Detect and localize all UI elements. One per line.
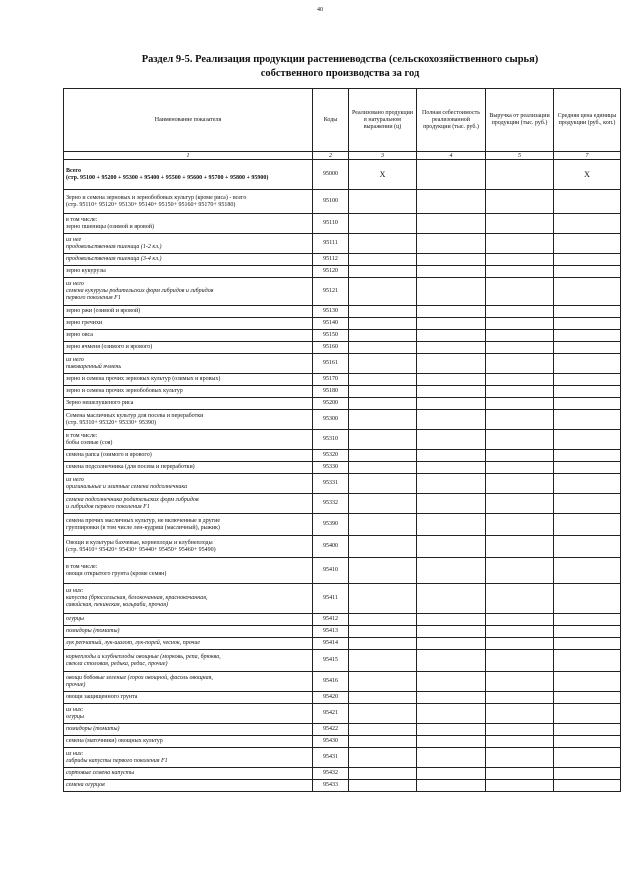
revenue-cell[interactable]	[486, 462, 554, 474]
indicator-name: в том числе: овощи открытого грунта (кроме семян)	[64, 558, 313, 584]
average-price-cell[interactable]	[554, 462, 621, 474]
indicator-name: Зерно и семена зерновых и зернобобовых культур (кроме риса) - всего (стр. 95110+ 95120+ 95130+ 95140+ 95150+ 95160+ 95170+ 95180)	[64, 190, 313, 214]
sold-quantity-cell[interactable]: X	[349, 160, 417, 190]
sold-quantity-cell[interactable]	[349, 330, 417, 342]
sold-quantity-cell[interactable]	[349, 354, 417, 374]
column-number: 1	[64, 152, 313, 160]
indicator-name: Семена масличных культур для посева и переработки (стр. 95310+ 95320+ 95330+ 95390)	[64, 410, 313, 430]
average-price-cell[interactable]	[554, 638, 621, 650]
sold-quantity-cell[interactable]	[349, 724, 417, 736]
average-price-cell[interactable]	[554, 768, 621, 780]
average-price-cell[interactable]	[554, 704, 621, 724]
table-row	[64, 430, 621, 450]
sold-quantity-cell[interactable]	[349, 614, 417, 626]
full-cost-cell[interactable]	[417, 374, 486, 386]
revenue-cell[interactable]	[486, 160, 554, 190]
row-code: 95130	[313, 306, 349, 318]
indicator-name: из них: капуста (брюссельская, белокочанная, краснокочанная, савойская, пекинская, кольраби, прочая)	[64, 584, 313, 614]
sold-quantity-cell[interactable]	[349, 474, 417, 494]
table-row	[64, 160, 621, 190]
revenue-cell[interactable]	[486, 342, 554, 354]
indicator-name: помидоры (томаты)	[64, 724, 313, 736]
revenue-cell[interactable]	[486, 494, 554, 514]
full-cost-cell[interactable]	[417, 536, 486, 558]
average-price-cell[interactable]	[554, 306, 621, 318]
table-row	[64, 330, 621, 342]
row-code: 95161	[313, 354, 349, 374]
row-code: 95170	[313, 374, 349, 386]
revenue-cell[interactable]	[486, 354, 554, 374]
row-code: 95420	[313, 692, 349, 704]
indicator-name: овощи бобовые зеленые (горох овощной, фасоль овощная, прочие)	[64, 672, 313, 692]
average-price-cell[interactable]	[554, 626, 621, 638]
full-cost-cell[interactable]	[417, 214, 486, 234]
average-price-cell[interactable]	[554, 342, 621, 354]
header-full-cost: Полная себестоимость реализованной продукции (тыс. руб.)	[417, 89, 486, 152]
sold-quantity-cell[interactable]	[349, 386, 417, 398]
sold-quantity-cell[interactable]	[349, 704, 417, 724]
full-cost-cell[interactable]	[417, 430, 486, 450]
header-sold-quantity: Реализовано продукции в натуральном выражении (ц)	[349, 89, 417, 152]
table-row	[64, 748, 621, 768]
table-row	[64, 514, 621, 536]
sold-quantity-cell[interactable]	[349, 342, 417, 354]
indicator-name: зерно ячменя (озимого и ярового)	[64, 342, 313, 354]
column-number: 7	[554, 152, 621, 160]
sold-quantity-cell[interactable]	[349, 626, 417, 638]
full-cost-cell[interactable]	[417, 626, 486, 638]
full-cost-cell[interactable]	[417, 330, 486, 342]
average-price-cell[interactable]	[554, 650, 621, 672]
average-price-cell[interactable]	[554, 736, 621, 748]
sold-quantity-cell[interactable]	[349, 514, 417, 536]
full-cost-cell[interactable]	[417, 160, 486, 190]
revenue-cell[interactable]	[486, 584, 554, 614]
revenue-cell[interactable]	[486, 266, 554, 278]
full-cost-cell[interactable]	[417, 704, 486, 724]
indicator-name: семена прочих масличных культур, не включенные в другие группировки (в том числе лен-кудряш (масличный), рыжик)	[64, 514, 313, 536]
header-codes: Коды	[313, 89, 349, 152]
indicator-name: из него семена кукурузы родительских форм гибридов и гибридов первого поколения F1	[64, 278, 313, 306]
revenue-cell[interactable]	[486, 214, 554, 234]
average-price-cell[interactable]	[554, 450, 621, 462]
column-number: 5	[486, 152, 554, 160]
average-price-cell[interactable]	[554, 558, 621, 584]
average-price-cell[interactable]	[554, 536, 621, 558]
indicator-name: в том числе: бобы соевые (соя)	[64, 430, 313, 450]
full-cost-cell[interactable]	[417, 386, 486, 398]
revenue-cell[interactable]	[486, 450, 554, 462]
table-row	[64, 768, 621, 780]
average-price-cell[interactable]	[554, 266, 621, 278]
indicator-name: из него оригинальные и элитные семена подсолнечника	[64, 474, 313, 494]
sold-quantity-cell[interactable]	[349, 462, 417, 474]
revenue-cell[interactable]	[486, 306, 554, 318]
revenue-cell[interactable]	[486, 330, 554, 342]
indicator-name: из него пивоваренный ячмень	[64, 354, 313, 374]
sold-quantity-cell[interactable]	[349, 736, 417, 748]
row-code: 95100	[313, 190, 349, 214]
full-cost-cell[interactable]	[417, 410, 486, 430]
sold-quantity-cell[interactable]	[349, 278, 417, 306]
table-row	[64, 536, 621, 558]
row-code: 95415	[313, 650, 349, 672]
row-code: 95332	[313, 494, 349, 514]
row-code: 95400	[313, 536, 349, 558]
column-number: 2	[313, 152, 349, 160]
revenue-cell[interactable]	[486, 780, 554, 792]
row-code: 95330	[313, 462, 349, 474]
average-price-cell[interactable]	[554, 514, 621, 536]
row-code: 95112	[313, 254, 349, 266]
full-cost-cell[interactable]	[417, 514, 486, 536]
indicator-name: семена огурцов	[64, 780, 313, 792]
table-row	[64, 234, 621, 254]
full-cost-cell[interactable]	[417, 768, 486, 780]
sold-quantity-cell[interactable]	[349, 584, 417, 614]
column-number: 3	[349, 152, 417, 160]
indicator-name: зерно кукурузы	[64, 266, 313, 278]
indicator-name: из них: огурцы	[64, 704, 313, 724]
indicator-name: в том числе: зерно пшеницы (озимой и яровой)	[64, 214, 313, 234]
row-code: 95140	[313, 318, 349, 330]
column-number-row	[64, 152, 621, 160]
header-indicator-name: Наименование показателя	[64, 89, 313, 152]
average-price-cell[interactable]	[554, 330, 621, 342]
sold-quantity-cell[interactable]	[349, 638, 417, 650]
revenue-cell[interactable]	[486, 190, 554, 214]
row-code: 95413	[313, 626, 349, 638]
average-price-cell[interactable]	[554, 234, 621, 254]
row-code: 95433	[313, 780, 349, 792]
sold-quantity-cell[interactable]	[349, 494, 417, 514]
table-row	[64, 672, 621, 692]
table-row	[64, 584, 621, 614]
row-code: 95110	[313, 214, 349, 234]
sold-quantity-cell[interactable]	[349, 672, 417, 692]
average-price-cell[interactable]	[554, 374, 621, 386]
full-cost-cell[interactable]	[417, 462, 486, 474]
section-title	[60, 53, 620, 81]
average-price-cell[interactable]	[554, 410, 621, 430]
full-cost-cell[interactable]	[417, 306, 486, 318]
indicator-name: зерно и семена прочих зерновых культур (озимых и яровых)	[64, 374, 313, 386]
table-row	[64, 650, 621, 672]
row-code: 95180	[313, 386, 349, 398]
average-price-cell[interactable]	[554, 780, 621, 792]
row-code: 95432	[313, 768, 349, 780]
revenue-cell[interactable]	[486, 474, 554, 494]
average-price-cell[interactable]	[554, 430, 621, 450]
revenue-cell[interactable]	[486, 410, 554, 430]
table-row	[64, 450, 621, 462]
table-row	[64, 704, 621, 724]
revenue-cell[interactable]	[486, 672, 554, 692]
revenue-cell[interactable]	[486, 514, 554, 536]
average-price-cell[interactable]	[554, 474, 621, 494]
average-price-cell[interactable]	[554, 494, 621, 514]
full-cost-cell[interactable]	[417, 278, 486, 306]
row-code: 95431	[313, 748, 349, 768]
average-price-cell[interactable]	[554, 398, 621, 410]
table-row	[64, 214, 621, 234]
table-row	[64, 736, 621, 748]
sold-quantity-cell[interactable]	[349, 430, 417, 450]
sold-quantity-cell[interactable]	[349, 410, 417, 430]
row-code: 95300	[313, 410, 349, 430]
revenue-cell[interactable]	[486, 318, 554, 330]
table-row	[64, 614, 621, 626]
full-cost-cell[interactable]	[417, 266, 486, 278]
revenue-cell[interactable]	[486, 374, 554, 386]
row-code: 95410	[313, 558, 349, 584]
header-row	[64, 89, 621, 152]
table-row	[64, 318, 621, 330]
table-row	[64, 410, 621, 430]
full-cost-cell[interactable]	[417, 254, 486, 266]
indicator-name: семена подсолнечника (для посева и переработки)	[64, 462, 313, 474]
sold-quantity-cell[interactable]	[349, 536, 417, 558]
indicator-name: Овощи и культуры бахчевые, корнеплоды и клубнеплоды (стр. 95410+ 95420+ 95430+ 95440+ 95450+ 95460+ 95490)	[64, 536, 313, 558]
indicator-name: Всего (стр. 95100 + 95200 + 95300 + 95400 + 95500 + 95600 + 95700 + 95800 + 95900)	[64, 160, 313, 190]
table-row	[64, 342, 621, 354]
indicator-name: зерно и семена прочих зернобобовых культур	[64, 386, 313, 398]
full-cost-cell[interactable]	[417, 638, 486, 650]
sold-quantity-cell[interactable]	[349, 780, 417, 792]
row-code: 95320	[313, 450, 349, 462]
full-cost-cell[interactable]	[417, 748, 486, 768]
indicator-name: овощи защищенного грунта	[64, 692, 313, 704]
row-code: 95150	[313, 330, 349, 342]
indicator-name: продовольственная пшеница (3-4 кл.)	[64, 254, 313, 266]
table-row	[64, 474, 621, 494]
row-code: 95310	[313, 430, 349, 450]
full-cost-cell[interactable]	[417, 342, 486, 354]
revenue-cell[interactable]	[486, 536, 554, 558]
sold-quantity-cell[interactable]	[349, 748, 417, 768]
sold-quantity-cell[interactable]	[349, 450, 417, 462]
indicator-name: корнеплоды и клубнеплоды овощные (морковь, репа, брюква, свекла столовая, редька, редис, прочие)	[64, 650, 313, 672]
average-price-cell[interactable]	[554, 724, 621, 736]
sold-quantity-cell[interactable]	[349, 558, 417, 584]
average-price-cell[interactable]	[554, 748, 621, 768]
row-code: 95390	[313, 514, 349, 536]
table-row	[64, 374, 621, 386]
full-cost-cell[interactable]	[417, 234, 486, 254]
table-body	[64, 160, 621, 792]
revenue-cell[interactable]	[486, 386, 554, 398]
sales-table	[63, 88, 621, 792]
sold-quantity-cell[interactable]	[349, 374, 417, 386]
row-code: 95416	[313, 672, 349, 692]
full-cost-cell[interactable]	[417, 672, 486, 692]
column-number: 4	[417, 152, 486, 160]
table-row	[64, 626, 621, 638]
full-cost-cell[interactable]	[417, 190, 486, 214]
row-code: 95411	[313, 584, 349, 614]
average-price-cell[interactable]	[554, 318, 621, 330]
row-code: 95331	[313, 474, 349, 494]
full-cost-cell[interactable]	[417, 318, 486, 330]
revenue-cell[interactable]	[486, 614, 554, 626]
indicator-name: зерно ржи (озимой и яровой)	[64, 306, 313, 318]
table-row	[64, 254, 621, 266]
table-row	[64, 278, 621, 306]
full-cost-cell[interactable]	[417, 736, 486, 748]
full-cost-cell[interactable]	[417, 780, 486, 792]
full-cost-cell[interactable]	[417, 558, 486, 584]
revenue-cell[interactable]	[486, 692, 554, 704]
indicator-name: помидоры (томаты)	[64, 626, 313, 638]
row-code: 95412	[313, 614, 349, 626]
revenue-cell[interactable]	[486, 638, 554, 650]
revenue-cell[interactable]	[486, 704, 554, 724]
revenue-cell[interactable]	[486, 650, 554, 672]
table-row	[64, 780, 621, 792]
sold-quantity-cell[interactable]	[349, 214, 417, 234]
indicator-name: Зерно нешелушеного риса	[64, 398, 313, 410]
sold-quantity-cell[interactable]	[349, 266, 417, 278]
average-price-cell[interactable]	[554, 386, 621, 398]
full-cost-cell[interactable]	[417, 614, 486, 626]
full-cost-cell[interactable]	[417, 692, 486, 704]
full-cost-cell[interactable]	[417, 584, 486, 614]
average-price-cell[interactable]	[554, 190, 621, 214]
revenue-cell[interactable]	[486, 278, 554, 306]
revenue-cell[interactable]	[486, 558, 554, 584]
average-price-cell[interactable]	[554, 354, 621, 374]
full-cost-cell[interactable]	[417, 494, 486, 514]
indicator-name: семена рапса (озимого и ярового)	[64, 450, 313, 462]
row-code: 95430	[313, 736, 349, 748]
full-cost-cell[interactable]	[417, 354, 486, 374]
row-code: 95111	[313, 234, 349, 254]
row-code: 95422	[313, 724, 349, 736]
section-title-line-2: собственного производства за год	[260, 68, 420, 79]
average-price-cell[interactable]	[554, 672, 621, 692]
table-row	[64, 354, 621, 374]
full-cost-cell[interactable]	[417, 398, 486, 410]
revenue-cell[interactable]	[486, 626, 554, 638]
table-row	[64, 266, 621, 278]
revenue-cell[interactable]	[486, 234, 554, 254]
revenue-cell[interactable]	[486, 430, 554, 450]
average-price-cell[interactable]	[554, 214, 621, 234]
row-code: 95120	[313, 266, 349, 278]
full-cost-cell[interactable]	[417, 724, 486, 736]
sold-quantity-cell[interactable]	[349, 234, 417, 254]
section-title-line-1: Раздел 9-5. Реализация продукции растениеводства (сельскохозяйственного сырья)	[141, 54, 539, 65]
revenue-cell[interactable]	[486, 768, 554, 780]
revenue-cell[interactable]	[486, 748, 554, 768]
revenue-cell[interactable]	[486, 736, 554, 748]
header-average-price: Средняя цена единицы продукции (руб., коп.)	[554, 89, 621, 152]
table-row	[64, 306, 621, 318]
sold-quantity-cell[interactable]	[349, 398, 417, 410]
indicator-name: из нее продовольственная пшеница (1-2 кл.)	[64, 234, 313, 254]
average-price-cell[interactable]	[554, 614, 621, 626]
sold-quantity-cell[interactable]	[349, 650, 417, 672]
table-row	[64, 398, 621, 410]
average-price-cell[interactable]	[554, 278, 621, 306]
indicator-name: огурцы	[64, 614, 313, 626]
sold-quantity-cell[interactable]	[349, 768, 417, 780]
sold-quantity-cell[interactable]	[349, 254, 417, 266]
table-row	[64, 692, 621, 704]
indicator-name: сортовые семена капусты	[64, 768, 313, 780]
table-row	[64, 190, 621, 214]
row-code: 95200	[313, 398, 349, 410]
header-revenue: Выручка от реализации продукции (тыс. руб.)	[486, 89, 554, 152]
average-price-cell[interactable]: X	[554, 160, 621, 190]
revenue-cell[interactable]	[486, 254, 554, 266]
sold-quantity-cell[interactable]	[349, 190, 417, 214]
full-cost-cell[interactable]	[417, 650, 486, 672]
full-cost-cell[interactable]	[417, 450, 486, 462]
page-number: 40	[317, 7, 323, 13]
sold-quantity-cell[interactable]	[349, 692, 417, 704]
table-row	[64, 638, 621, 650]
table-row	[64, 494, 621, 514]
indicator-name: лук репчатый, лук-шалот, лук-порей, чеснок, прочие	[64, 638, 313, 650]
average-price-cell[interactable]	[554, 692, 621, 704]
row-code: 95421	[313, 704, 349, 724]
indicator-name: из них: гибриды капусты первого поколения F1	[64, 748, 313, 768]
average-price-cell[interactable]	[554, 254, 621, 266]
row-code: 95000	[313, 160, 349, 190]
table-row	[64, 558, 621, 584]
revenue-cell[interactable]	[486, 724, 554, 736]
revenue-cell[interactable]	[486, 398, 554, 410]
table-row	[64, 386, 621, 398]
indicator-name: зерно гречихи	[64, 318, 313, 330]
full-cost-cell[interactable]	[417, 474, 486, 494]
row-code: 95160	[313, 342, 349, 354]
average-price-cell[interactable]	[554, 584, 621, 614]
sold-quantity-cell[interactable]	[349, 318, 417, 330]
row-code: 95414	[313, 638, 349, 650]
indicator-name: зерно овса	[64, 330, 313, 342]
indicator-name: семена подсолнечника родительских форм гибридов и гибридов первого поколения F1	[64, 494, 313, 514]
row-code: 95121	[313, 278, 349, 306]
table-row	[64, 724, 621, 736]
sold-quantity-cell[interactable]	[349, 306, 417, 318]
indicator-name: семена (маточники) овощных культур	[64, 736, 313, 748]
table-row	[64, 462, 621, 474]
